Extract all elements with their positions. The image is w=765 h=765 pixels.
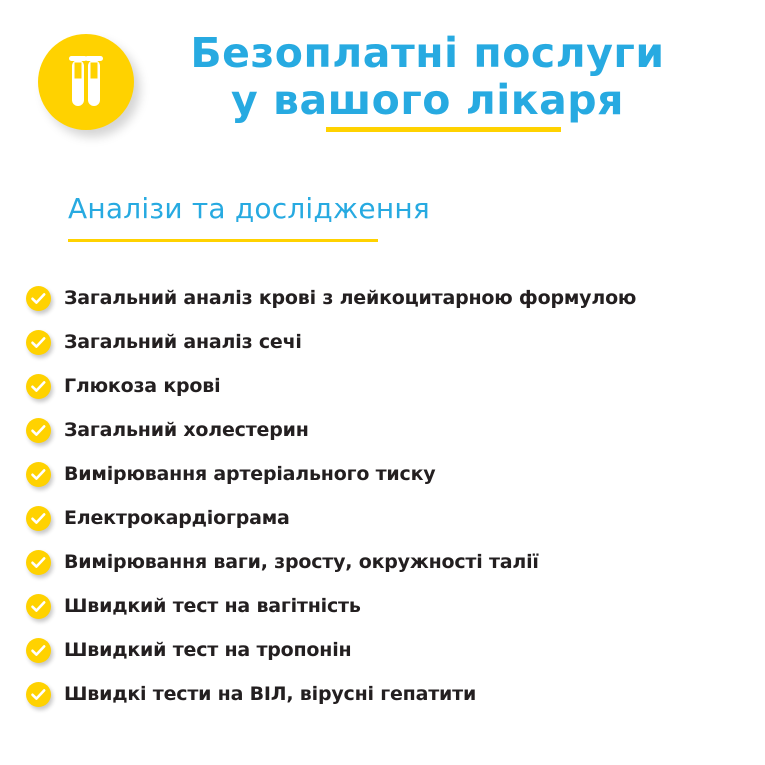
- check-mark-icon: [26, 638, 51, 663]
- list-item-label: Загальний холестерин: [64, 419, 309, 441]
- test-tubes-icon: [38, 34, 134, 130]
- list-item: [26, 364, 765, 408]
- services-list: [26, 276, 765, 716]
- page-title-line-1: Безоплатні послуги: [190, 29, 665, 77]
- check-mark-icon: [26, 594, 51, 619]
- list-item-label: Глюкоза крові: [64, 375, 221, 397]
- list-item: [26, 584, 765, 628]
- logo-badge: [38, 34, 134, 130]
- title-underline: [326, 127, 561, 132]
- section-underline: [68, 239, 378, 242]
- check-mark-icon: [26, 374, 51, 399]
- header: [0, 0, 765, 150]
- check-mark-icon: [26, 330, 51, 355]
- section-title: Аналізи та дослідження: [68, 192, 430, 225]
- list-item: [26, 276, 765, 320]
- check-mark-icon: [26, 418, 51, 443]
- list-item: [26, 672, 765, 716]
- list-item: [26, 408, 765, 452]
- page-title-line-2: у вашого лікаря: [231, 76, 624, 124]
- list-item-label: Вимірювання ваги, зросту, окружності талії: [64, 551, 539, 573]
- section-header: [68, 192, 765, 242]
- list-item-label: Електрокардіограма: [64, 507, 290, 529]
- list-item-label: Швидкі тести на ВІЛ, вірусні гепатити: [64, 683, 477, 705]
- check-mark-icon: [26, 462, 51, 487]
- list-item: [26, 540, 765, 584]
- list-item-label: Швидкий тест на тропонін: [64, 639, 352, 661]
- list-item: [26, 320, 765, 364]
- list-item: [26, 496, 765, 540]
- title-block: [134, 28, 745, 132]
- check-mark-icon: [26, 286, 51, 311]
- list-item-label: Вимірювання артеріального тиску: [64, 463, 436, 485]
- list-item-label: Швидкий тест на вагітність: [64, 595, 361, 617]
- check-mark-icon: [26, 550, 51, 575]
- list-item: [26, 628, 765, 672]
- check-mark-icon: [26, 506, 51, 531]
- list-item-label: Загальний аналіз сечі: [64, 331, 302, 353]
- page-title-line-2-wrap: [231, 77, 624, 132]
- list-item: [26, 452, 765, 496]
- list-item-label: Загальний аналіз крові з лейкоцитарною формулою: [64, 287, 637, 309]
- check-mark-icon: [26, 682, 51, 707]
